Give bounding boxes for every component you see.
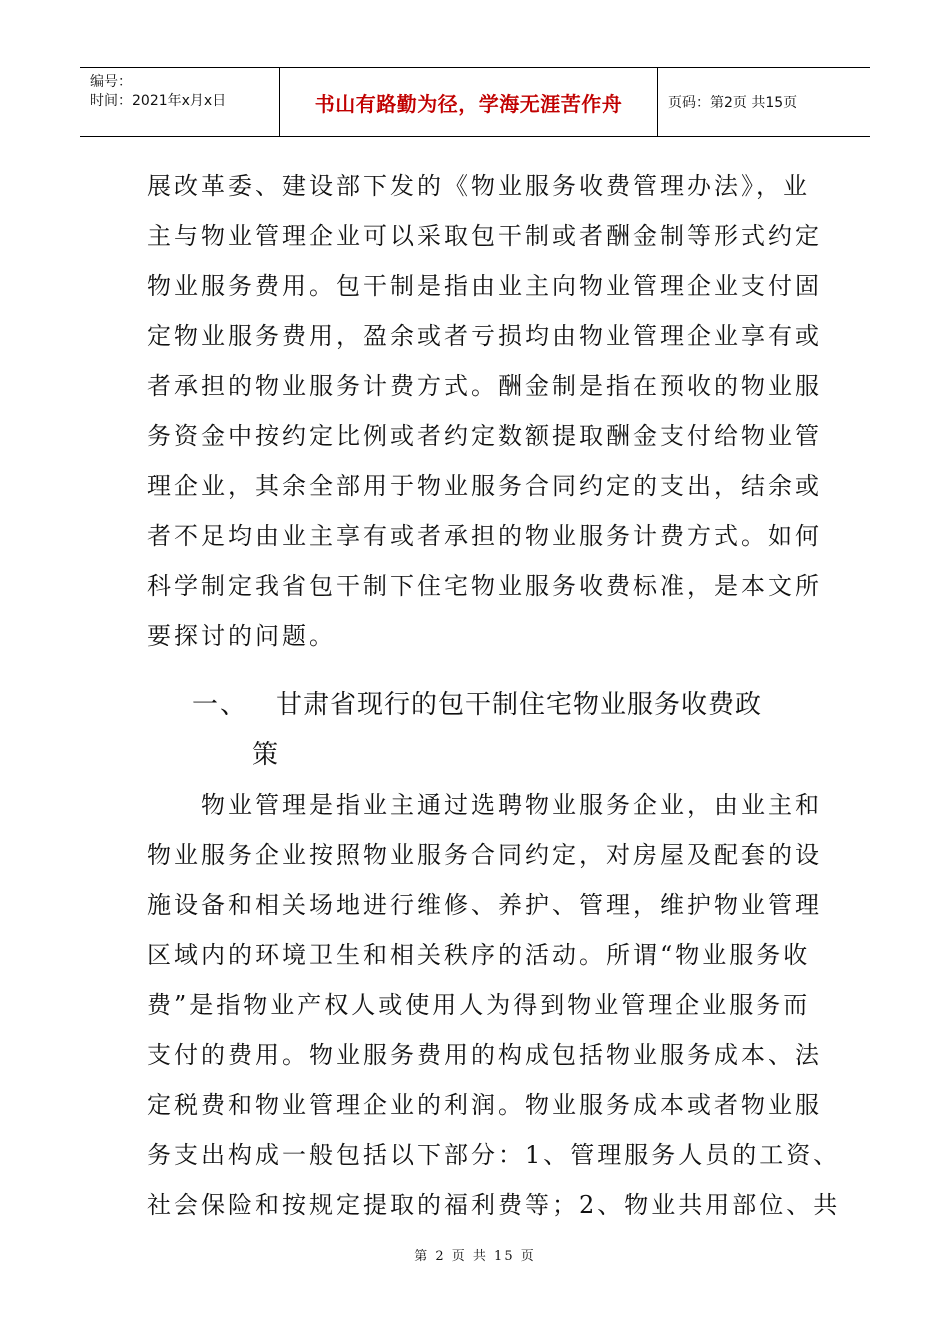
section-title-line-2: 策 (252, 740, 279, 770)
paragraph-line: 科学制定我省包干制下住宅物业服务收费标准，是本文所 (147, 572, 822, 600)
paragraph-line: 展改革委、建设部下发的《物业服务收费管理办法》，业 (147, 172, 810, 200)
header-page-label: 页码：第2页 共15页 (668, 95, 798, 111)
section-title-line-1: 甘肃省现行的包干制住宅物业服务收费政 (276, 690, 763, 720)
paragraph-line: 支付的费用。物业服务费用的构成包括物业服务成本、法 (147, 1041, 822, 1069)
section-number: 一、 (192, 690, 249, 720)
paragraph-line: 物业服务费用。包干制是指由业主向物业管理企业支付固 (147, 272, 822, 300)
paragraph-line: 定税费和物业管理企业的利润。物业服务成本或者物业服 (147, 1091, 822, 1119)
document-time-label: 时间：2021年x月x日 (90, 93, 227, 109)
header-motto: 书山有路勤为径，学海无涯苦作舟 (314, 91, 623, 116)
paragraph-1 (147, 161, 822, 661)
paragraph-line: 理企业，其余全部用于物业服务合同约定的支出，结余或 (147, 472, 822, 500)
paragraph-line: 者不足均由业主享有或者承担的物业服务计费方式。如何 (147, 522, 822, 550)
header-meta-cell (80, 68, 280, 136)
paragraph-line: 物业管理是指业主通过选聘物业服务企业，由业主和 (147, 791, 822, 819)
header-table (80, 67, 870, 137)
paragraph-line: 施设备和相关场地进行维修、养护、管理，维护物业管理 (147, 891, 822, 919)
document-number-label: 编号： (90, 74, 132, 90)
header-page-cell (658, 68, 870, 136)
paragraph-2 (147, 780, 841, 1230)
paragraph-line: 要探讨的问题。 (147, 622, 336, 650)
paragraph-line: 主与物业管理企业可以采取包干制或者酬金制等形式约定 (147, 222, 822, 250)
paragraph-line: 务支出构成一般包括以下部分：1、管理服务人员的工资、 (147, 1141, 841, 1169)
page-footer: 第 2 页 共 15 页 (414, 1249, 536, 1264)
paragraph-line: 者承担的物业服务计费方式。酬金制是指在预收的物业服 (147, 372, 822, 400)
paragraph-line: 费”是指物业产权人或使用人为得到物业管理企业服务而 (147, 991, 811, 1019)
paragraph-line: 物业服务企业按照物业服务合同约定，对房屋及配套的设 (147, 841, 822, 869)
paragraph-line: 区域内的环境卫生和相关秩序的活动。所谓“物业服务收 (147, 941, 811, 969)
paragraph-line: 定物业服务费用，盈余或者亏损均由物业管理企业享有或 (147, 322, 822, 350)
paragraph-line: 社会保险和按规定提取的福利费等；2、物业共用部位、共 (147, 1191, 841, 1219)
header-motto-cell (280, 68, 658, 136)
paragraph-line: 务资金中按约定比例或者约定数额提取酬金支付给物业管 (147, 422, 822, 450)
